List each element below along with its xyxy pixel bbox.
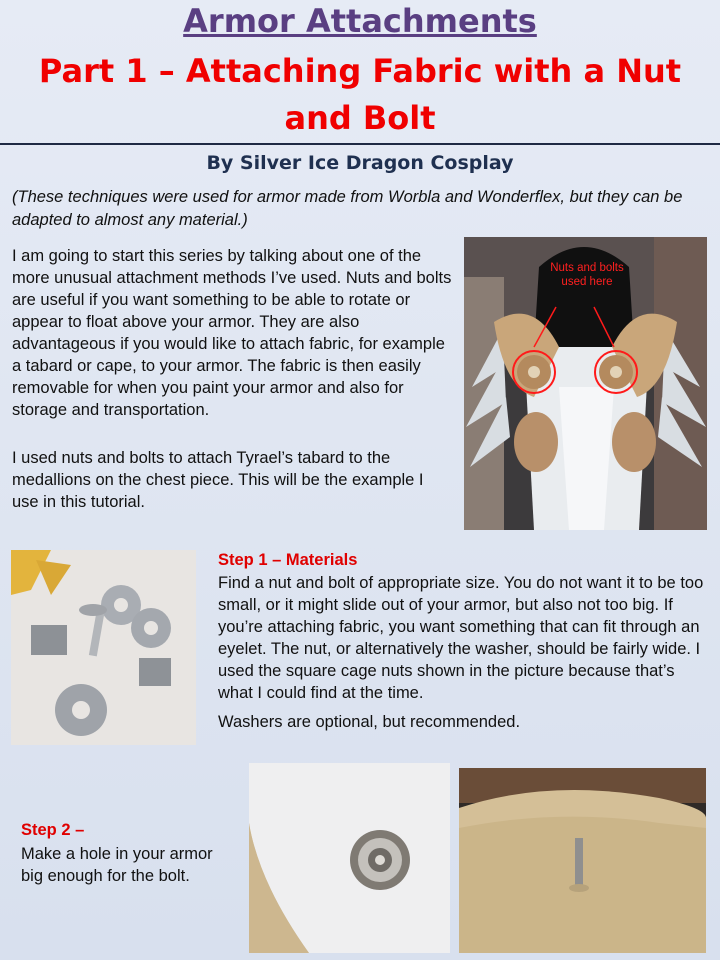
step2-heading: Step 2 – <box>21 821 85 839</box>
header-divider <box>0 143 720 145</box>
step1-text: Find a nut and bolt of appropriate size. You do not want it to be too small, or it might slide out of your armor, but also not too big. If you’re attaching fabric, you want something that can fit through an eyelet. The nut, or alternatively the washer, should be fairly wide. I used the square cage nuts shown in the picture because that’s what I could find at the time. <box>218 574 704 702</box>
intro-paragraph-2: I used nuts and bolts to attach Tyrael’s tabard to the medallions on the chest piece. This will be the example I use in this tutorial. <box>12 449 424 511</box>
step1-washers-text: Washers are optional, but recommended. <box>218 713 521 731</box>
bolt-through-armor-photo <box>459 768 706 953</box>
armor-photo-callout: Nuts and bolts used here <box>550 262 624 288</box>
page-subtitle: Part 1 – Attaching Fabric with a Nut and Bolt <box>38 52 682 137</box>
step2-text: Make a hole in your armor big enough for the bolt. <box>21 845 213 885</box>
page-title: Armor Attachments <box>183 2 537 40</box>
step1-heading: Step 1 – Materials <box>218 551 358 569</box>
materials-photo <box>11 550 196 745</box>
material-note: (These techniques were used for armor made from Worbla and Wonderflex, but they can be adapted to almost any material.) <box>12 188 683 229</box>
intro-paragraph-1: I am going to start this series by talking about one of the more unusual attachment methods I’ve used. Nuts and bolts are useful if you want something to be able to rotate or appear to float above your armor. They are also advantageous if you would like to attach fabric, for example a tabard or cape, to your armor. The fabric is then easily removable for when you paint your armor and also for storage and transportation. <box>12 247 452 419</box>
author-byline: By Silver Ice Dragon Cosplay <box>206 152 514 174</box>
armor-chest-photo <box>464 237 707 530</box>
hole-photo <box>249 763 450 953</box>
